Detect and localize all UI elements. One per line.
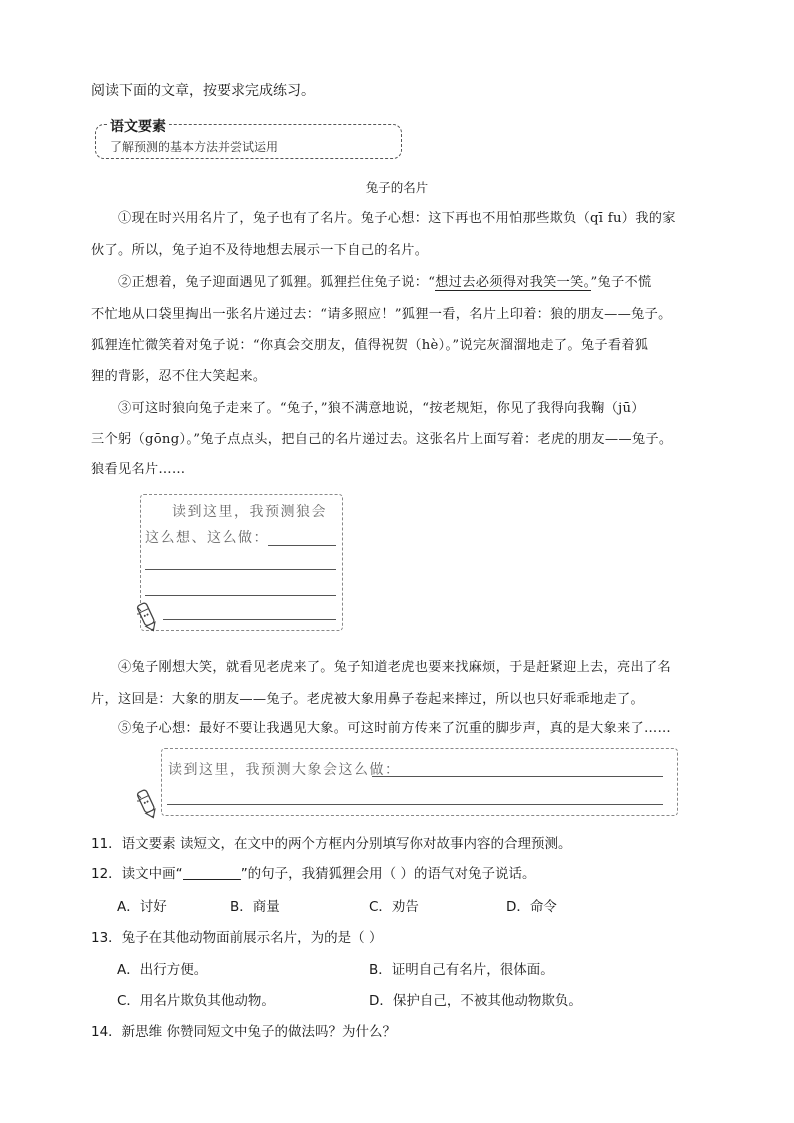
prediction-2-prompt: 读到这里，我预测大象会这么做： [168, 762, 401, 778]
paragraph-2-line-3: 狐狸连忙微笑着对兔子说：“你真会交朋友，值得祝贺（hè）。”说完灰溜溜地走了。兔子看着狐 [91, 338, 649, 353]
underline-marker [183, 879, 241, 880]
paragraph-3-line-2: 三个躬（gōng）。”兔子点点头，把自己的名片递过去。这张名片上面写着：老虎的朋友——兔子。 [91, 432, 673, 447]
question-12-option-b[interactable]: B．商量 [230, 899, 280, 915]
paragraph-2-line-4: 狸的背影，忍不住大笑起来。 [91, 369, 267, 384]
paragraph-2-line-2: 不忙地从口袋里掏出一张名片递过去：“请多照应！”狐狸一看，名片上印着：狼的朋友——兔子。 [91, 307, 672, 322]
paragraph-2-text-pre: ②正想着，兔子迎面遇见了狐狸。狐狸拦住兔子说：“ [118, 275, 436, 290]
story-title: 兔子的名片 [365, 180, 429, 195]
paragraph-2-text-post: ”兔子不慌 [590, 275, 652, 290]
prediction-1-prompt-line-1: 读到这里，我预测狼会 [172, 504, 327, 520]
question-12-option-d[interactable]: D．命令 [506, 899, 557, 915]
prediction-2-answer-line-1[interactable] [372, 776, 663, 777]
question-13: 13．兔子在其他动物面前展示名片，为的是（ ） [91, 930, 383, 946]
requirement-title: 语文要素 [107, 116, 169, 136]
question-13-option-a[interactable]: A．出行方便。 [117, 962, 208, 978]
paragraph-3-line-1: ③可这时狼向兔子走来了。“兔子，”狼不满意地说，“按老规矩，你见了我得向我鞠（jū） [118, 401, 645, 416]
question-13-option-b[interactable]: B．证明自己有名片，很体面。 [369, 962, 554, 978]
question-12 [91, 862, 535, 882]
instructions: 阅读下面的文章，按要求完成练习。 [91, 83, 315, 99]
pencil-icon [136, 600, 158, 634]
question-12-option-c[interactable]: C．劝告 [369, 899, 419, 915]
paragraph-4-line-1: ④兔子刚想大笑，就看见老虎来了。兔子知道老虎也要来找麻烦，于是赶紧迎上去，亮出了名 [118, 660, 671, 675]
paragraph-1-line-1: ①现在时兴用名片了，兔子也有了名片。兔子心想：这下再也不用怕那些欺负（qī fu）我的家 [118, 211, 676, 226]
prediction-1-answer-line-4[interactable] [163, 619, 336, 620]
paragraph-4-line-2: 片，这回是：大象的朋友——兔子。老虎被大象用鼻子卷起来摔过，所以也只好乖乖地走了。 [91, 692, 644, 707]
underlined-sentence: 想过去必须得对我笑一笑。 [435, 275, 591, 290]
paragraph-2-line-1 [118, 271, 652, 290]
prediction-1-answer-line-3[interactable] [145, 595, 336, 596]
question-12-stem-pre: 12．读文中画“ [91, 866, 183, 882]
requirement-text: 了解预测的基本方法并尝试运用 [110, 140, 279, 154]
prediction-1-answer-line-2[interactable] [145, 569, 336, 570]
question-13-option-c[interactable]: C．用名片欺负其他动物。 [117, 993, 275, 1009]
paragraph-1-line-2: 伙了。所以，兔子迫不及待地想去展示一下自己的名片。 [91, 243, 429, 258]
pencil-icon [136, 787, 158, 821]
paragraph-5-line-1: ⑤兔子心想：最好不要让我遇见大象。可这时前方传来了沉重的脚步声，真的是大象来了…… [118, 721, 671, 736]
prediction-1-prompt-line-2: 这么想、这么做： [145, 530, 269, 546]
prediction-2-answer-line-2[interactable] [167, 804, 663, 805]
question-12-option-a[interactable]: A．讨好 [117, 899, 167, 915]
question-12-stem-post: ”的句子，我猜狐狸会用（ ）的语气对兔子说话。 [240, 866, 536, 882]
question-14: 14．新思维 你赞同短文中兔子的做法吗？为什么？ [91, 1024, 396, 1040]
question-13-option-d[interactable]: D．保护自己，不被其他动物欺负。 [369, 993, 582, 1009]
paragraph-3-line-3: 狼看见名片…… [91, 462, 186, 477]
prediction-1-answer-line-1[interactable] [268, 545, 336, 546]
question-11: 11．语文要素 读短文，在文中的两个方框内分别填写你对故事内容的合理预测。 [91, 836, 572, 852]
